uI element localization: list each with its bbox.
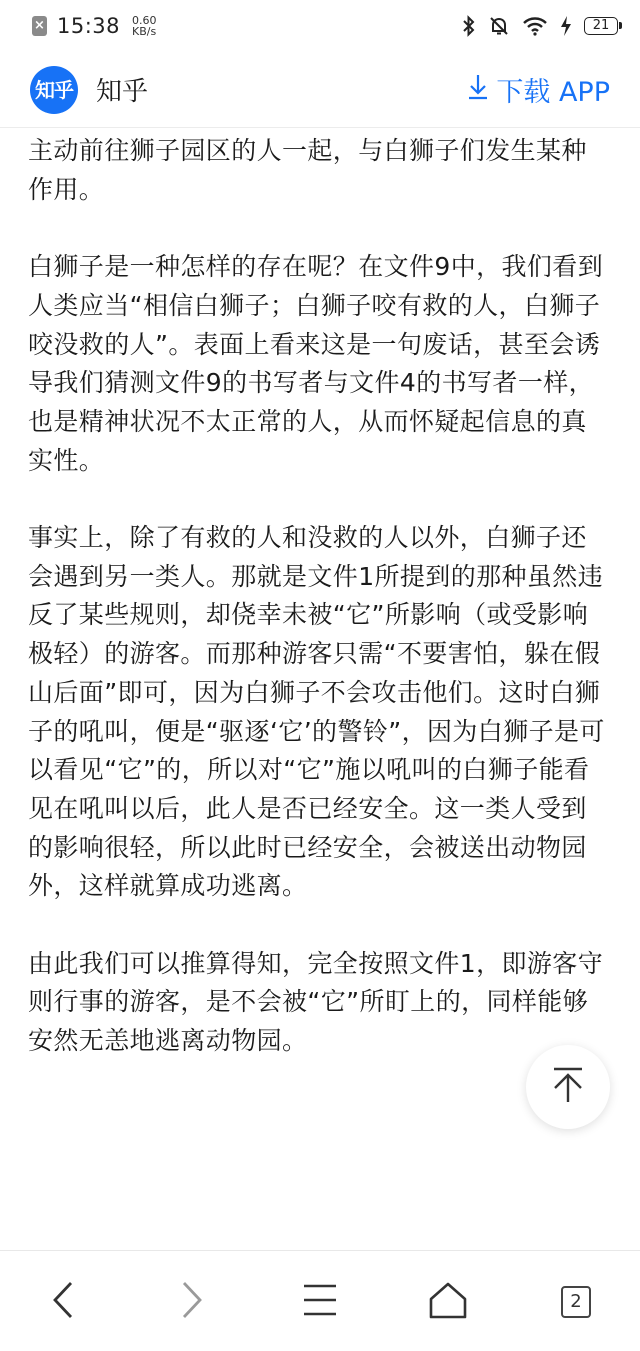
status-bar-right [462, 15, 618, 37]
arrow-up-icon [548, 1065, 588, 1109]
download-app-label: 下载 APP [496, 77, 610, 108]
battery-icon [584, 17, 618, 35]
article-paragraph: 事实上，除了有救的人和没救的人以外，白狮子还会遇到另一类人。那就是文件1所提到的那种虽然违反了某些规则，却侥幸未被“它”所影响（或受影响极轻）的游客。而那种游客只需“不要害怕，躲在假山后面”即可，因为白狮子不会攻击他们。这时白狮子的吼叫，便是“驱逐‘它’的警铃”，因为白狮子是可以看见“它”的，所以对“它”施以吼叫的白狮子能看见在吼叫以后，此人是否已经安全。这一类人受到的影响很轻，所以此时已经安全，会被送出动物园外，这样就算成功逃离。 [28, 523, 605, 901]
logo-text: 知乎 [35, 77, 73, 102]
tab-count: 2 [570, 1291, 582, 1312]
network-speed [132, 15, 157, 37]
download-icon [466, 72, 490, 107]
back-icon [50, 1280, 76, 1324]
article-paragraph: 主动前往狮子园区的人一起，与白狮子们发生某种作用。 [28, 136, 587, 204]
bluetooth-icon [462, 15, 476, 37]
charging-icon [560, 15, 572, 37]
status-bar-left [32, 14, 157, 38]
menu-button[interactable] [290, 1279, 350, 1325]
tabs-icon [561, 1286, 591, 1318]
home-button[interactable] [418, 1279, 478, 1325]
menu-icon [302, 1282, 338, 1322]
battery-level: 21 [592, 18, 610, 33]
article-paragraph: 白狮子是一种怎样的存在呢？在文件9中，我们看到人类应当“相信白狮子；白狮子咬有救的人，白狮子咬没救的人”。表面上看来这是一句废话，甚至会诱导我们猜测文件9的书写者与文件4的书写者一样，也是精神状况不太正常的人，从而怀疑起信息的真实性。 [28, 252, 604, 475]
zhihu-logo[interactable] [30, 66, 78, 114]
home-icon [428, 1281, 468, 1323]
tabs-button[interactable] [546, 1279, 606, 1325]
app-header [0, 52, 640, 128]
browser-bottom-bar [0, 1250, 640, 1351]
article-body [28, 132, 612, 1100]
status-time: 15:38 [57, 14, 121, 38]
app-name: 知乎 [96, 77, 149, 107]
article-paragraph: 由此我们可以推算得知，完全按照文件1，即游客守则行事的游客，是不会被“它”所盯上的，同样能够安然无恙地逃离动物园。 [28, 948, 604, 1056]
mute-icon [488, 15, 510, 37]
network-speed-unit: KB/s [132, 25, 157, 38]
forward-button[interactable] [162, 1279, 222, 1325]
network-speed-value: 0.60 [132, 14, 157, 27]
wifi-icon [522, 16, 548, 36]
back-to-top-button[interactable] [526, 1045, 610, 1129]
forward-icon [179, 1280, 205, 1324]
download-app-button[interactable] [466, 70, 610, 109]
back-button[interactable] [33, 1279, 93, 1325]
sim-icon: × [32, 16, 47, 36]
status-bar [0, 0, 640, 52]
